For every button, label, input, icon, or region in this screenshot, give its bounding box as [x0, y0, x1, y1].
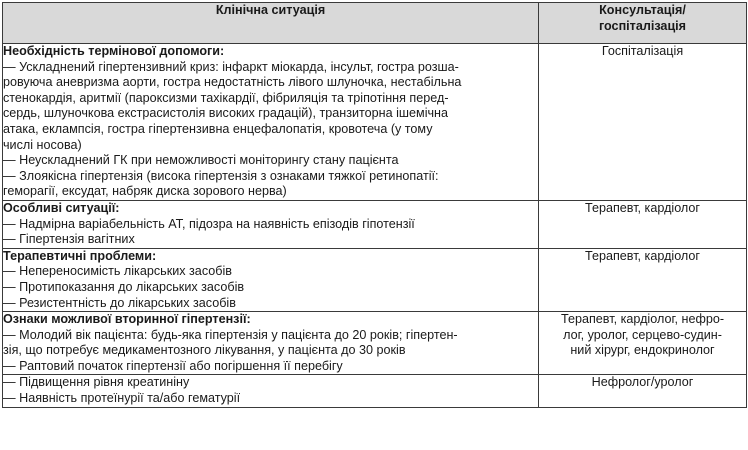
- section-title: Особливі ситуації:: [3, 200, 120, 215]
- section-title: Необхідність термінової допомоги:: [3, 44, 225, 58]
- section-title: Терапевтичні проблеми:: [3, 248, 157, 263]
- situation-cell: [3, 44, 539, 201]
- consultation-text: лог, уролог, серцево-судин-: [563, 327, 722, 342]
- consultation-text: Госпіталізація: [601, 44, 684, 58]
- situation-line: — Ускладнений гіпертензивний криз: інфаркт міокарда, інсульт, гостра розша-: [3, 59, 459, 74]
- table-row: [3, 248, 747, 311]
- header-clinical-situation: Клінічна ситуація: [3, 3, 539, 44]
- situation-line: ровуюча аневризма аорти, гостра недостатність лівого шлуночка, нестабільна: [3, 75, 462, 90]
- header-consultation: [539, 3, 747, 44]
- situation-line: — Злоякісна гіпертензія (висока гіпертензія з ознаками тяжкої ретинопатії:: [3, 168, 439, 183]
- situation-cell: [3, 200, 539, 248]
- consultation-text: Терапевт, кардіолог, нефро-: [560, 312, 725, 327]
- consultation-cell: [539, 375, 747, 407]
- referral-table: [2, 2, 747, 408]
- situation-line: — Неускладнений ГК при неможливості моніторингу стану пацієнта: [3, 153, 399, 168]
- situation-line: — Резистентність до лікарських засобів: [3, 295, 236, 310]
- situation-line: — Протипоказання до лікарських засобів: [3, 279, 245, 294]
- situation-cell: [3, 248, 539, 311]
- situation-line: стенокардія, аритмії (пароксизми тахікардії, фібриляція та тріпотіння перед-: [3, 90, 449, 105]
- table-row: [3, 312, 747, 375]
- situation-line: — Молодий вік пацієнта: будь-яка гіпертензія у пацієнта до 20 років; гіпертен-: [3, 327, 458, 342]
- consultation-cell: [539, 200, 747, 248]
- situation-line: — Надмірна варіабельність АТ, підозра на наявність епізодів гіпотензії: [3, 216, 415, 231]
- consultation-text: Терапевт, кардіолог: [584, 248, 701, 263]
- table-row: [3, 200, 747, 248]
- situation-line: — Непереносимість лікарських засобів: [3, 264, 232, 279]
- referral-table-container: [2, 2, 746, 408]
- situation-line: — Підвищення рівня креатиніну: [3, 375, 190, 390]
- situation-line: атака, еклампсія, гостра гіпертензивна енцефалопатія, кровотеча (у тому: [3, 121, 433, 136]
- situation-line: геморагії, ексудат, набряк диска зорового нерва): [3, 184, 287, 199]
- consultation-text: Нефролог/уролог: [591, 375, 694, 390]
- situation-line: — Наявність протеїнурії та/або гематурії: [3, 391, 241, 406]
- table-row: [3, 44, 747, 201]
- table-header-row: [3, 3, 747, 44]
- consultation-cell: [539, 44, 747, 201]
- consultation-cell: [539, 312, 747, 375]
- consultation-text: Терапевт, кардіолог: [584, 200, 701, 215]
- situation-line: — Раптовий початок гіпертензії або погіршення її перебігу: [3, 358, 343, 373]
- header-consultation-line: госпіталізація: [598, 18, 687, 33]
- situation-line: зія, що потребує медикаментозного лікування, у пацієнта до 30 років: [3, 343, 406, 358]
- section-title: Ознаки можливої вторинної гіпертензії:: [3, 312, 251, 327]
- header-consultation-line: Консультація/: [599, 3, 686, 17]
- consultation-cell: [539, 248, 747, 311]
- situation-cell: [3, 375, 539, 407]
- situation-line: числі носова): [3, 137, 82, 152]
- situation-cell: [3, 312, 539, 375]
- situation-line: — Гіпертензія вагітних: [3, 232, 135, 247]
- consultation-text: ний хірург, ендокринолог: [570, 343, 715, 358]
- situation-line: сердь, шлуночкова екстрасистолія високих градацій), транзиторна ішемічна: [3, 106, 449, 121]
- table-row: [3, 375, 747, 407]
